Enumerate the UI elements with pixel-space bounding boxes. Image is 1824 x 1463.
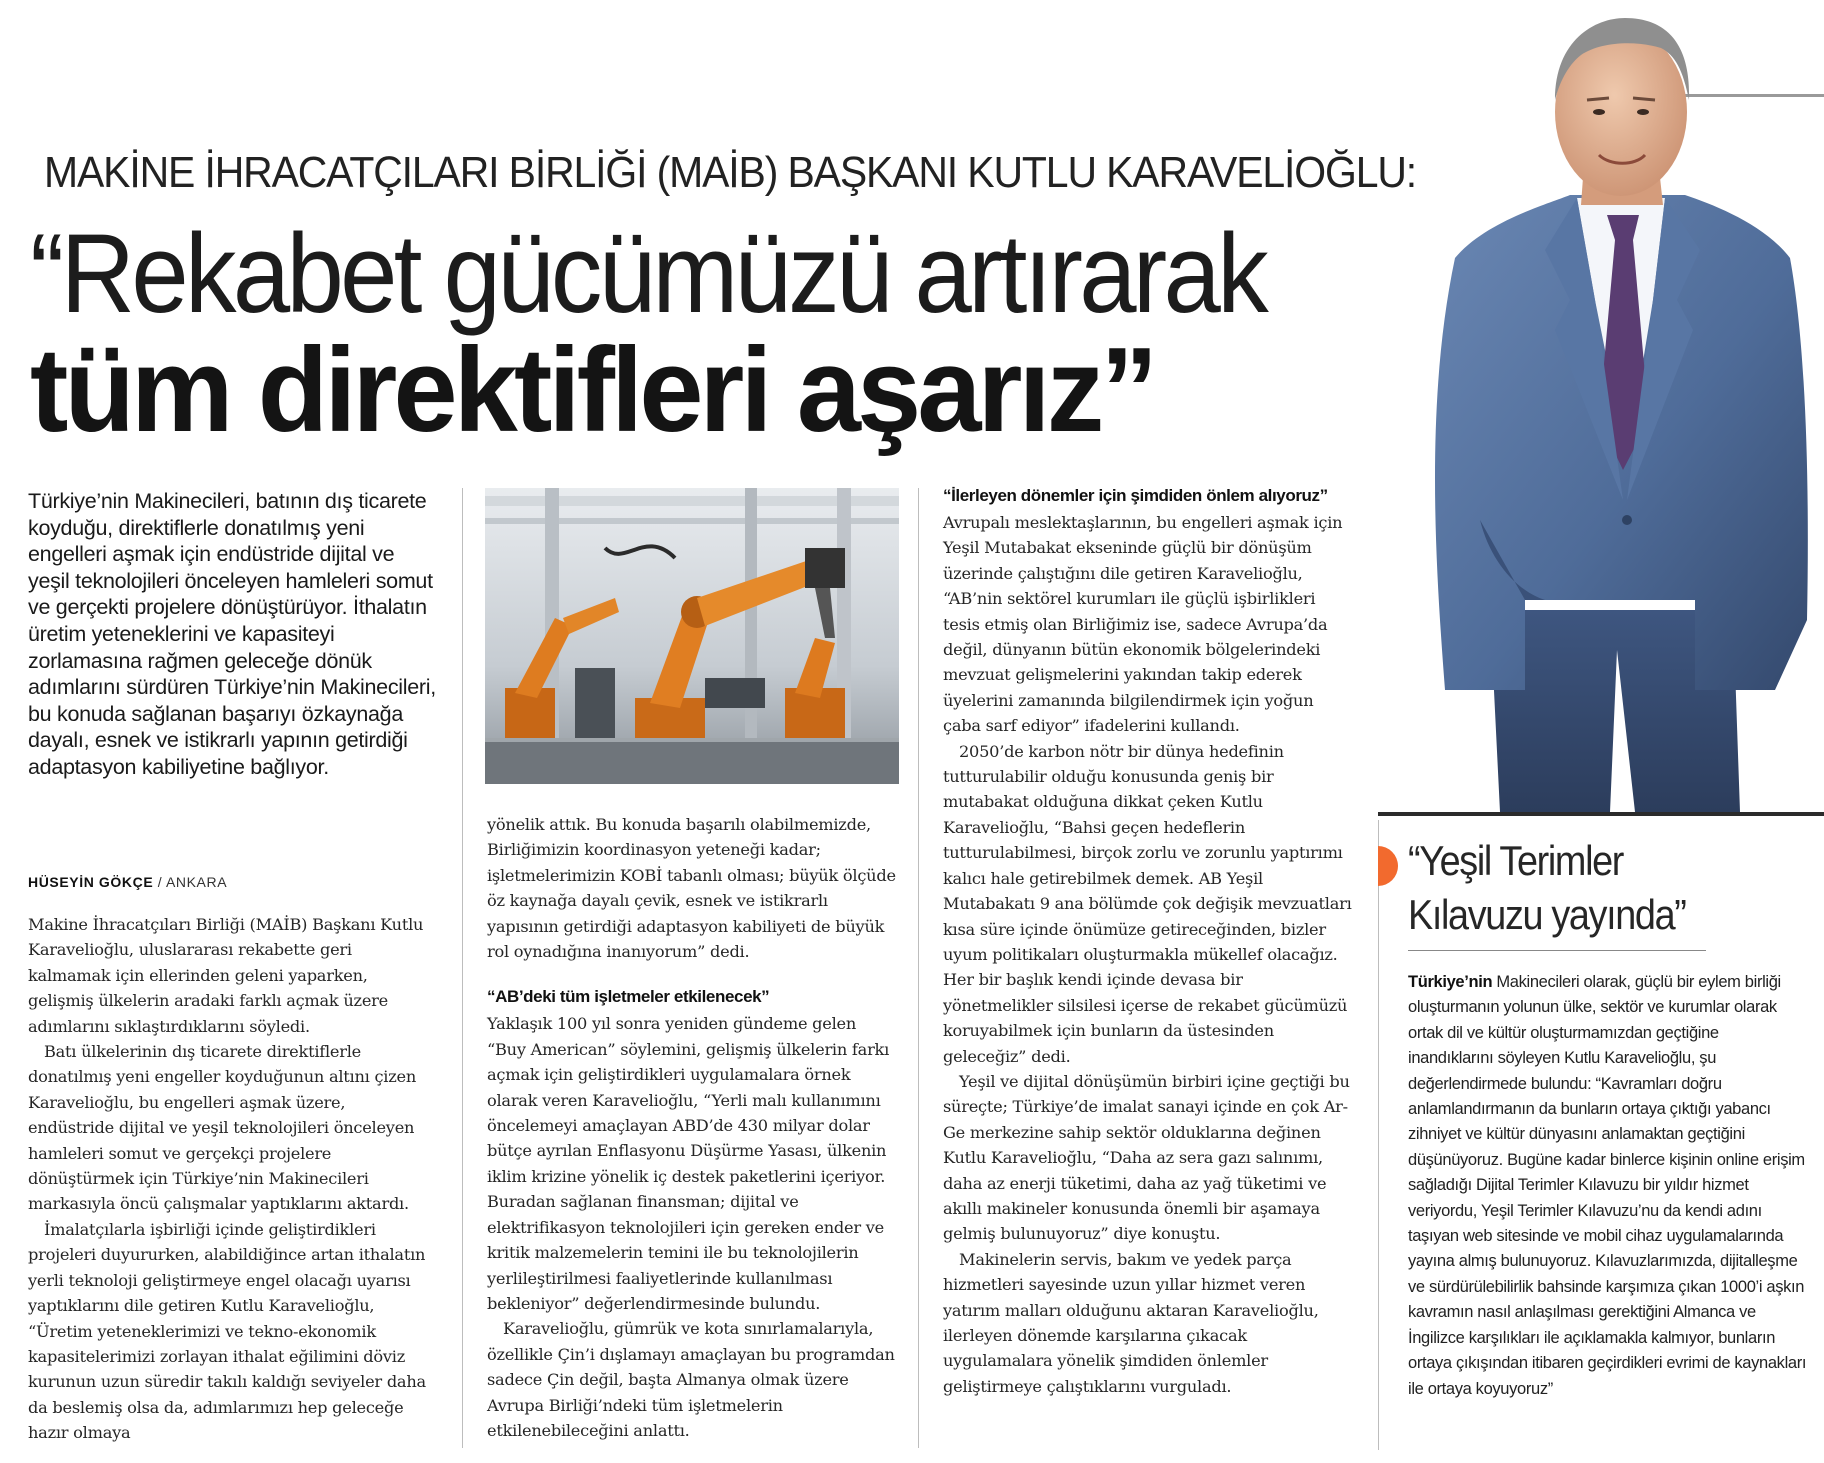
col3-paragraph-3: Yeşil ve dijital dönüşümün birbiri içine geçtiği bu süreçte; Türkiye’de imalat sanayi içinde en çok Ar-Ge merkezine sahip sektör olduklarına değinen Kutlu Karavelioğlu, “Daha az sera gazı salınımı, daha az enerji tüketimi, daha az yağ tüketimi ve akıllı makineler konusunda önemli bir aşamaya gelmiş bulunuyoruz” diye konuştu.	[943, 1071, 1350, 1244]
article-column-2	[487, 812, 897, 1443]
sidebar-text: Makinecileri olarak, güçlü bir eylem birliği oluşturmanın yolunun ülke, sektör ve kurumlar olarak ortak dil ve kültür oluşturmamızdan geçtiğine inandıklarını söyleyen Kutlu Karavelioğlu, şu değerlendirmede bulundu: “Kavramları doğru anlamlandırmanın da bunların ortaya çıktığı yabancı zihniyet ve kültür dünyasını anlamaktan geçtiğini düşünüyoruz. Bugüne kadar binlerce kişinin online erişim sağladığı Dijital Terimler Kılavuzu bir yıldır hizmet veriyordu, Yeşil Terimler Kılavuzu’nu da kendi adını taşıyan web sitesinde ve mobil cihaz uygulamalarında yayına almış bulunuyoruz. Kılavuzlarımızda, dijitalleşme ve sürdürülebilirlik bahsinde karşımıza çıkan 1000’i aşkın kavramın nasıl anlaşılması gerektiğini Almanca ve İngilizce karşılıkları ile açıklamakla kalmıyor, bunların ortaya çıkışından itibaren geçirdikleri evrimi de kaynakları ile ortaya koyuyoruz”	[1408, 973, 1807, 1398]
col3-subheading: “İlerleyen dönemler için şimdiden önlem alıyoruz”	[943, 486, 1328, 505]
col2-paragraph-3: Karavelioğlu, gümrük ve kota sınırlamalarıyla, özellikle Çin’i dışlamayı amaçlayan bu programdan sadece Çin değil, başta Almanya olmak üzere Avrupa Birliği’ndeki tüm işletmelerin etkilenebileceğini anlattı.	[487, 1319, 895, 1440]
sidebar-title-line-1: “Yeşil Terimler	[1408, 837, 1624, 884]
accent-dot-icon	[1378, 846, 1400, 886]
column-divider-3	[1378, 820, 1379, 1450]
col2-subheading: “AB’deki tüm işletmeler etkilenecek”	[487, 987, 770, 1007]
col2-paragraph-2: Yaklaşık 100 yıl sonra yeniden gündeme gelen “Buy American” söylemini, gelişmiş ülkelerin farkı açmak için geliştirdikleri uygulamalara örnek olarak veren Karavelioğlu, “Yerli malı kullanımını öncelemeyi amaçlayan ABD’de 430 milyar dolar bütçe ayrılan Enflasyonu Düşürme Yasası, ülkenin iklim krizine yönelik iç destek paketlerini içeriyor. Buradan sağlanan finansman; dijital ve elektrifikasyon teknolojileri için gereken ender ve kritik malzemelerin temini ile bu teknolojilerin yerlileştirilmesi faaliyetlerinde kullanılması bekleniyor” değerlendirmesinde bulundu.	[487, 1014, 890, 1313]
col1-paragraph-3: İmalatçılarla işbirliği içinde geliştirdikleri projeleri duyururken, alabildiğince artan ithalatın yerli teknoloji geliştirmeye engel olacağı uyarısı yaptıklarını dile getiren Kutlu Karavelioğlu, “Üretim yeteneklerimizi ve tekno-ekonomik kapasitelerimizi zorlayan ithalat eğilimini döviz kurunun uzun süredir takılı kaldığı seviyeler daha da beslemiş olsa da, adımlarımızı hep geleceğe hazır olmaya	[28, 1219, 426, 1443]
article-column-3	[943, 483, 1355, 1399]
col3-paragraph-1: Avrupalı meslektaşlarının, bu engelleri aşmak için Yeşil Mutabakat ekseninde güçlü bir dönüşüm üzerinde çalıştığını dile getiren Karavelioğlu, “AB’nin sektörel kurumları ile güçlü işbirlikleri tesis etmiş olan Birliğimiz ise, sadece Avrupa’da değil, dünyanın bütün ekonomik bölgelerindeki mevzuat gelişmelerini yakından takip ederek üyelerini zamanında bilgilendirmek için yoğun çaba sarf ediyor” ifadelerini kullandı.	[943, 513, 1343, 736]
column-divider-2	[918, 488, 919, 1448]
sidebar-title-line-2: Kılavuzu yayında”	[1408, 891, 1686, 938]
sidebar-title-rule	[1408, 950, 1706, 951]
sidebar-lead: Türkiye’nin	[1408, 973, 1493, 991]
portrait-photo	[1395, 0, 1824, 812]
robot-factory-photo	[485, 488, 899, 784]
column-divider-1	[462, 488, 463, 1448]
col1-paragraph-1: Makine İhracatçıları Birliği (MAİB) Başkanı Kutlu Karavelioğlu, uluslararası rekabette geri kalmamak için ellerinden geleni yaparken, gelişmiş ülkelerin aradaki farklı açmak üzere adımlarını sıklaştırdıklarını söyledi.	[28, 915, 424, 1036]
article-column-1	[28, 912, 436, 1446]
kicker: MAKİNE İHRACATÇILARI BİRLİĞİ (MAİB) BAŞKANI KUTLU KARAVELİOĞLU:	[44, 148, 1417, 197]
portrait-divider	[1378, 812, 1824, 816]
byline-author: HÜSEYİN GÖKÇE	[28, 874, 154, 890]
col3-paragraph-4: Makinelerin servis, bakım ve yedek parça hizmetleri sayesinde uzun yıllar hizmet veren yatırım malları olduğunu aktaran Karavelioğlu, ilerleyen dönemde karşılarına çıkacak uygulamalara yönelik şimdiden önlemler geliştirmeye çalıştıklarını vurguladı.	[943, 1249, 1319, 1396]
col1-paragraph-2: Batı ülkelerinin dış ticarete direktiflerle donatılmış yeni engeller koyduğunun altını çizen Karavelioğlu, bu engelleri aşmak üzere, endüstride dijital ve yeşil teknolojileri önceleyen hamleleri somut ve gerçekçi projelere dönüştürmek için Türkiye’nin Makinecileri markasıyla öncü çalışmalar yaptıklarını aktardı.	[28, 1042, 416, 1214]
intro-paragraph	[28, 488, 438, 781]
byline	[28, 874, 438, 890]
col3-paragraph-2: 2050’de karbon nötr bir dünya hedefinin tutturulabilir olduğu konusunda geniş bir mutabakat olduğuna dikkat çeken Kutlu Karavelioğlu, “Bahsi geçen hedeflerin tutturulabilmesi, birçok zorlu ve zorunlu yaptırımı kalıcı hale getirebilmek demek. AB Yeşil Mutabakatı 9 ana bölümde çok değişik mevzuatları kısa süre içinde önümüze getireceğinden, bizler uyum politikaları oluşturmakla mükellef olacağız. Her bir başlık kendi içinde devasa bir yönetmelikler silsilesi içerse de rekabet gücümüzü koruyabilmek için bunların da üstesinden geleceğiz” dedi.	[943, 741, 1352, 1066]
byline-separator: /	[153, 874, 166, 890]
intro-text: Türkiye’nin Makinecileri, batının dış ticarete koyduğu, direktiflerle donatılmış yeni engelleri aşmak için endüstride dijital ve yeşil teknolojileri önceleyen hamleleri somut ve gerçekti projelere dönüştürüyor. İthalatın üretim yeteneklerini ve kapasiteyi zorlamasına rağmen geleceğe dönük adımlarını sürdüren Türkiye’nin Makinecileri, bu konuda sağlanan başarıyı özkaynağa dayalı, esnek ve istikrarlı yapının getirdiği adaptasyon kabiliyetine bağlıyor.	[28, 489, 436, 779]
headline-line-1: “Rekabet gücümüzü artırarak	[30, 211, 1266, 336]
sidebar-box-title	[1408, 834, 1768, 942]
headline-line-2: tüm direktifleri aşarız”	[30, 323, 1155, 457]
sidebar-box-body	[1408, 970, 1808, 1402]
byline-location: ANKARA	[165, 874, 228, 890]
col2-paragraph-1: yönelik attık. Bu konuda başarılı olabilmemizde, Birliğimizin koordinasyon yeteneği kadar; işletmelerimizin KOBİ tabanlı olması; büyük ölçüde öz kaynağa dayalı çevik, esnek ve istikrarlı yapısının getirdiği adaptasyon kabiliyeti de büyük rol oynadığına inanıyorum” dedi.	[487, 815, 896, 962]
